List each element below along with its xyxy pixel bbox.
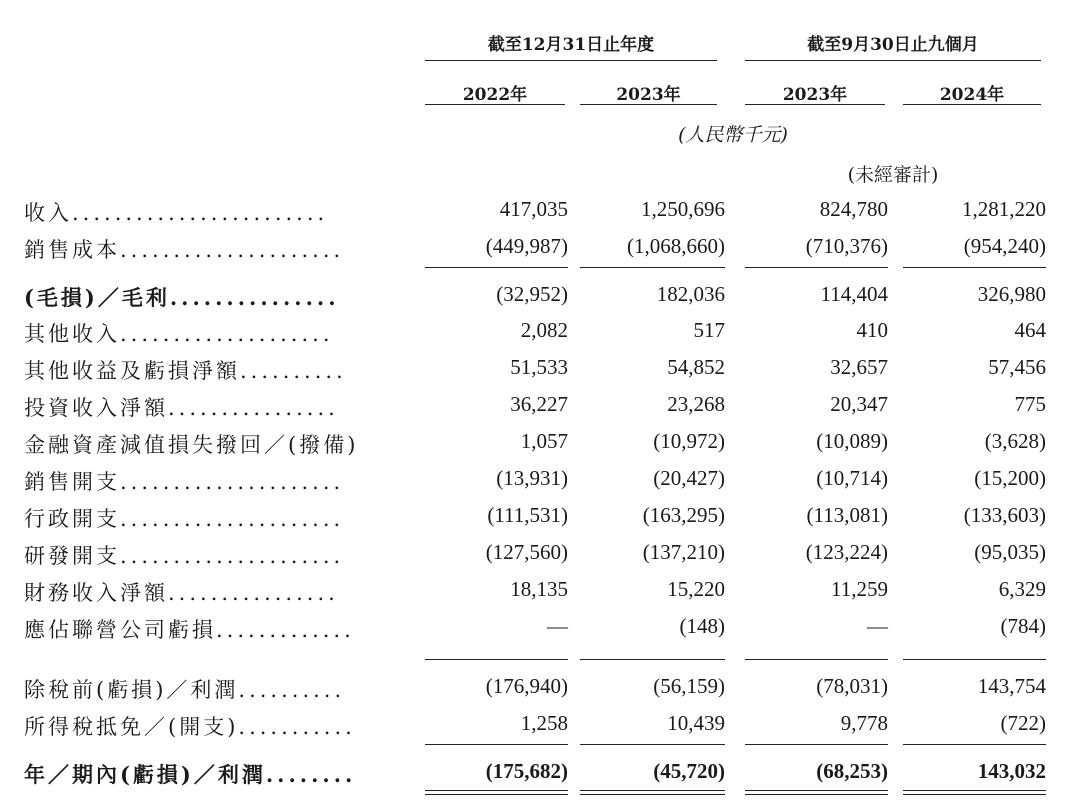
header-group-annual: 截至12月31日止年度 (487, 35, 655, 55)
row-label-gross-profit: (毛損)／毛利............... (24, 285, 340, 310)
row-label-cost-of-sales: 銷售成本..................... (24, 238, 345, 262)
subtotal-rule (580, 267, 725, 268)
row-value: (15,200) (974, 466, 1046, 490)
row-value: (95,035) (974, 540, 1046, 564)
row-value: (175,682) (485, 759, 568, 783)
row-value: 32,657 (830, 355, 888, 379)
year-header-4-rule (903, 104, 1041, 105)
header-group-nine-months: 截至9月30日止九個月 (807, 35, 979, 55)
row-value: (10,972) (653, 429, 725, 453)
row-value: 464 (1014, 318, 1046, 342)
row-value: (449,987) (485, 234, 568, 258)
subtotal-rule (745, 744, 888, 745)
row-value: (56,159) (653, 674, 725, 698)
subtotal-rule (745, 267, 888, 268)
row-value: (32,952) (496, 282, 568, 306)
row-value: (954,240) (963, 234, 1046, 258)
subtotal-rule (903, 744, 1046, 745)
row-label-other-gains-losses: 其他收益及虧損淨額.......... (24, 359, 347, 383)
row-value: (163,295) (642, 503, 725, 527)
subtotal-rule (580, 744, 725, 745)
row-value: (127,560) (485, 540, 568, 564)
row-value: 2,082 (520, 318, 568, 342)
row-label-investment-income: 投資收入淨額................ (24, 396, 339, 420)
row-value: 143,032 (977, 759, 1046, 783)
row-label-loss-before-tax: 除稅前(虧損)／利潤.......... (24, 678, 346, 702)
row-value: 1,057 (520, 429, 568, 453)
subtotal-rule (903, 659, 1046, 660)
row-value: (784) (1000, 614, 1046, 638)
row-label-revenue: 收入........................ (24, 201, 329, 225)
year-header-1-rule (425, 104, 565, 105)
row-value: 57,456 (988, 355, 1046, 379)
row-label-other-income: 其他收入.................... (24, 322, 334, 346)
subtotal-rule (580, 659, 725, 660)
row-value: (20,427) (653, 466, 725, 490)
row-value: 775 (1014, 392, 1046, 416)
row-value: 23,268 (667, 392, 725, 416)
row-label-selling-expenses: 銷售開支..................... (24, 470, 345, 494)
row-value: (45,720) (653, 759, 725, 783)
row-value: 1,281,220 (962, 197, 1046, 221)
row-value: (710,376) (805, 234, 888, 258)
row-value: (123,224) (805, 540, 888, 564)
row-value: 410 (856, 318, 888, 342)
year-header-3-rule (745, 104, 885, 105)
row-value: 1,258 (520, 711, 568, 735)
row-value: (1,068,660) (627, 234, 725, 258)
header-group-annual-rule (425, 60, 717, 61)
row-label-associates-loss: 應佔聯營公司虧損............. (24, 618, 355, 642)
row-value: 18,135 (510, 577, 568, 601)
year-header-2: 2023年 (616, 85, 681, 105)
row-value: 36,227 (510, 392, 568, 416)
row-value: (133,603) (963, 503, 1046, 527)
row-value: — (867, 614, 888, 638)
row-value: 51,533 (510, 355, 568, 379)
row-value: 143,754 (977, 674, 1046, 698)
year-header-3: 2023年 (782, 85, 848, 105)
row-label-finance-income: 財務收入淨額................ (24, 581, 339, 605)
row-value: 824,780 (819, 197, 888, 221)
row-value: (3,628) (984, 429, 1046, 453)
total-double-rule (745, 790, 888, 795)
row-value: 10,439 (667, 711, 725, 735)
total-double-rule (903, 790, 1046, 795)
unaudited-note: (未經審計) (847, 164, 939, 186)
row-value: 182,036 (656, 282, 725, 306)
row-value: 9,778 (840, 711, 888, 735)
total-double-rule (580, 790, 725, 795)
row-value: (10,714) (816, 466, 888, 490)
year-header-1: 2022年 (462, 85, 528, 105)
row-value: 54,852 (667, 355, 725, 379)
row-value: 517 (693, 318, 725, 342)
year-header-4: 2024年 (939, 85, 1005, 105)
year-header-2-rule (580, 104, 717, 105)
row-value: (10,089) (816, 429, 888, 453)
subtotal-rule (425, 744, 568, 745)
total-double-rule (425, 790, 568, 795)
row-value: 15,220 (667, 577, 725, 601)
row-label-net-loss: 年／期內(虧損)／利潤........ (24, 762, 357, 787)
row-label-impairment: 金融資產減值損失撥回／(撥備) (24, 433, 359, 457)
row-value: 326,980 (977, 282, 1046, 306)
row-value: (176,940) (485, 674, 568, 698)
row-value: (113,081) (806, 503, 888, 527)
subtotal-rule (425, 267, 568, 268)
subtotal-rule (903, 267, 1046, 268)
row-value: (722) (1000, 711, 1046, 735)
row-label-admin-expenses: 行政開支..................... (24, 507, 345, 531)
row-value: 6,329 (998, 577, 1046, 601)
row-value: 11,259 (831, 577, 888, 601)
row-value: 417,035 (499, 197, 568, 221)
row-label-income-tax: 所得稅抵免／(開支)........... (24, 715, 356, 739)
row-value: (13,931) (496, 466, 568, 490)
row-value: — (547, 614, 568, 638)
row-value: (111,531) (487, 503, 568, 527)
row-value: (68,253) (816, 759, 888, 783)
row-value: (78,031) (816, 674, 888, 698)
row-value: 114,404 (820, 282, 888, 306)
row-value: (137,210) (642, 540, 725, 564)
row-value: 20,347 (830, 392, 888, 416)
subtotal-rule (745, 659, 888, 660)
subtotal-rule (425, 659, 568, 660)
header-group-nine-months-rule (745, 60, 1041, 61)
unit-note: (人民幣千元) (678, 124, 788, 146)
row-value: (148) (679, 614, 725, 638)
row-value: 1,250,696 (641, 197, 725, 221)
row-label-rnd-expenses: 研發開支..................... (24, 544, 345, 568)
